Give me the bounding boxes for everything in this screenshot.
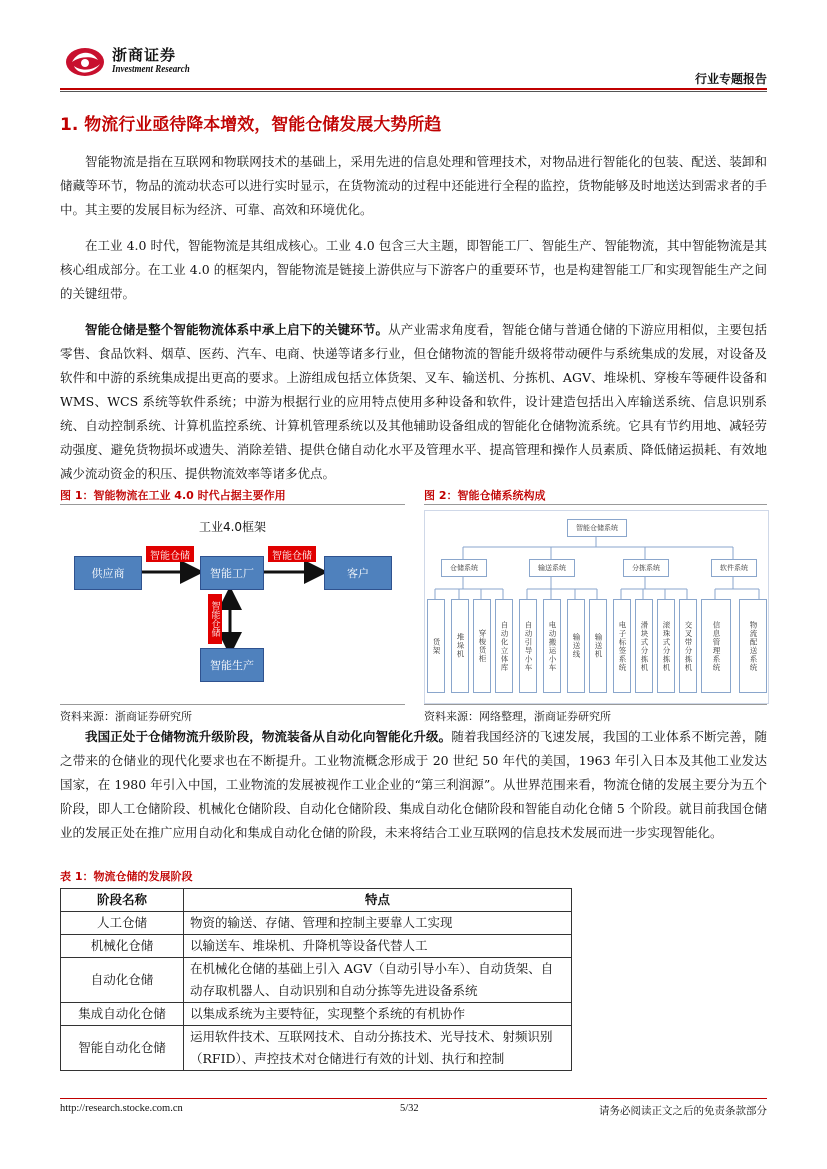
table-cell-stage: 智能自动化仓储	[61, 1026, 184, 1071]
company-name-cn: 浙商证券	[112, 46, 177, 64]
page-number: 5/32	[400, 1103, 419, 1114]
table-cell-feature: 物资的输送、存储、管理和控制主要靠人工实现	[184, 912, 572, 935]
paragraph-4-lead: 我国正处于仓储物流升级阶段，物流装备从自动化向智能化升级。	[85, 729, 452, 744]
table-cell-feature: 以集成系统为主要特征，实现整个系统的有机协作	[184, 1003, 572, 1026]
label-smart-storage-vertical: 智能仓储	[208, 594, 222, 644]
f2-leaf: 输送线	[567, 599, 585, 693]
zheshang-logo-icon	[64, 44, 106, 78]
f2-leaf: 交叉带分拣机	[679, 599, 697, 693]
node-factory: 智能工厂	[200, 556, 264, 590]
table-cell-stage: 人工仓储	[61, 912, 184, 935]
header-divider-thin	[60, 91, 767, 92]
table-1	[60, 888, 572, 1071]
paragraph-3-body: 从产业需求角度看，智能仓储与普通仓储的下游应用相似，主要包括零售、食品饮料、烟草、医药、汽车、电商、快递等诸多行业，但仓储物流的智能升级将带动硬件与系统集成的发展，对设备及软件和中游的系统集成提出更高的要求。上游组成包括立体货架、叉车、输送机、分拣机、AGV、堆垛机、穿梭车等硬件设备和 WMS、WCS 系统等软件系统；中游为根据行业的应用特点使用多种设备和软件，设计建造包括出入库输送系统、信息识别系统、自动控制系统、计算机监控系统、计算机管理系统以及其他辅助设备组成的智能化仓储物流系统。它具有节约用地、减轻劳动强度、避免货物损坏或遗失、消除差错、提供仓储自动化水平及管理水平、提高管理和操作人员素质、降低储运损耗、有效地减少流动资金的积压、提供物流效率等诸多优点。	[60, 322, 767, 481]
node-production: 智能生产	[200, 648, 264, 682]
table-cell-feature: 在机械化仓储的基础上引入 AGV（自动引导小车）、自动货架、自动存取机器人、自动识别和自动分拣等先进设备系统	[184, 958, 572, 1003]
f2-root: 智能仓储系统	[567, 519, 627, 537]
f2-leaf: 堆垛机	[451, 599, 469, 693]
label-smart-storage-right: 智能仓储	[268, 546, 316, 562]
f2-leaf: 货架	[427, 599, 445, 693]
table-1-caption: 表 1：物流仓储的发展阶段	[60, 870, 193, 883]
f2-leaf: 自动引导小车	[519, 599, 537, 693]
f2-leaf: 输送机	[589, 599, 607, 693]
f2-l1-conveyor: 输送系统	[529, 559, 575, 577]
footer-divider	[60, 1098, 767, 1099]
table-cell-stage: 集成自动化仓储	[61, 1003, 184, 1026]
figure-1-frame-title: 工业4.0框架	[198, 520, 267, 534]
table-row	[61, 1026, 572, 1071]
footer-disclaimer: 请务必阅读正文之后的免责条款部分	[599, 1105, 767, 1117]
paragraph-3-lead: 智能仓储是整个智能物流体系中承上启下的关键环节。	[85, 322, 389, 337]
figure-2-source: 资料来源：网络整理，浙商证券研究所	[424, 710, 611, 723]
figure-1-diagram	[60, 510, 405, 702]
label-smart-storage-left: 智能仓储	[146, 546, 194, 562]
f2-leaf: 电子标签系统	[613, 599, 631, 693]
paragraph-4-body: 随着我国经济的飞速发展，我国的工业体系不断完善，随之带来的仓储业的现代化要求也在不断提升。工业物流概念形成于 20 世纪 50 年代的美国，1963 年引入日本及其他工业发达国家，在 1980 年引入中国，工业物流的发展被视作工业企业的“第三利润源”。从世界范围来看，物流仓储的发展主要分为五个阶段，即人工仓储阶段、机械化仓储阶段、自动化仓储阶段、集成自动化仓储阶段和智能自动化仓储 5 个阶段。就目前我国仓储业的发展正处在推广应用自动化和集成自动化仓储的阶段，未来将结合工业互联网的信息技术发展而进一步实现智能化。	[60, 729, 767, 840]
f2-l1-software: 软件系统	[711, 559, 757, 577]
company-name-en: Investment Research	[112, 64, 190, 75]
figure-2-top-rule	[424, 504, 767, 505]
figure-2-caption: 图 2：智能仓储系统构成	[424, 489, 546, 502]
f2-leaf: 物流配送系统	[739, 599, 767, 693]
footer-url[interactable]: http://research.stocke.com.cn	[60, 1103, 183, 1114]
table-row	[61, 1003, 572, 1026]
section-title: 1. 物流行业亟待降本增效，智能仓储发展大势所趋	[60, 115, 442, 135]
f2-leaf: 信息管理系统	[701, 599, 731, 693]
paragraph-1: 智能物流是指在互联网和物联网技术的基础上，采用先进的信息处理和管理技术，对物品进行智能化的包装、配送、装卸和储藏等环节，物品的流动状态可以进行实时显示，在货物流动的过程中还能进行全程的监控，货物能够及时地送达到需求者的手中。其主要的发展目标为经济、可靠、高效和环境优化。	[60, 154, 767, 217]
paragraph-3	[60, 318, 767, 486]
report-type: 行业专题报告	[694, 72, 767, 86]
figure-2-bottom-rule	[424, 704, 767, 705]
table-row	[61, 912, 572, 935]
table-header-row	[61, 889, 572, 912]
table-header-stage: 阶段名称	[61, 889, 184, 912]
table-row	[61, 935, 572, 958]
figure-2-diagram	[424, 510, 769, 704]
paragraph-4	[60, 725, 767, 845]
figure-1-top-rule	[60, 504, 405, 505]
company-logo	[64, 44, 106, 78]
table-cell-stage: 机械化仓储	[61, 935, 184, 958]
figure-1-bottom-rule	[60, 704, 405, 705]
figure-1-source: 资料来源：浙商证券研究所	[60, 710, 192, 723]
paragraph-2: 在工业 4.0 时代，智能物流是其组成核心。工业 4.0 包含三大主题，即智能工厂、智能生产、智能物流，其中智能物流是其核心组成部分。在工业 4.0 的框架内，智能物流是链接上游供应与下游客户的重要环节，也是构建智能工厂和实现智能生产之间的关键纽带。	[60, 238, 767, 301]
table-row	[61, 958, 572, 1003]
table-cell-feature: 运用软件技术、互联网技术、自动分拣技术、光导技术、射频识别（RFID）、声控技术对仓储进行有效的计划、执行和控制	[184, 1026, 572, 1071]
table-cell-feature: 以输送车、堆垛机、升降机等设备代替人工	[184, 935, 572, 958]
f2-leaf: 滑块式分拣机	[635, 599, 653, 693]
node-supplier: 供应商	[74, 556, 142, 590]
header-divider	[60, 88, 767, 90]
node-customer: 客户	[324, 556, 392, 590]
f2-leaf: 电动搬运小车	[543, 599, 561, 693]
f2-leaf: 滚珠式分拣机	[657, 599, 675, 693]
table-header-feature: 特点	[184, 889, 572, 912]
f2-leaf: 穿梭货柜	[473, 599, 491, 693]
f2-l1-storage: 仓储系统	[441, 559, 487, 577]
table-cell-stage: 自动化仓储	[61, 958, 184, 1003]
f2-leaf: 自动化立体库	[495, 599, 513, 693]
f2-l1-sorting: 分拣系统	[623, 559, 669, 577]
figure-1-caption: 图 1：智能物流在工业 4.0 时代占据主要作用	[60, 489, 286, 502]
